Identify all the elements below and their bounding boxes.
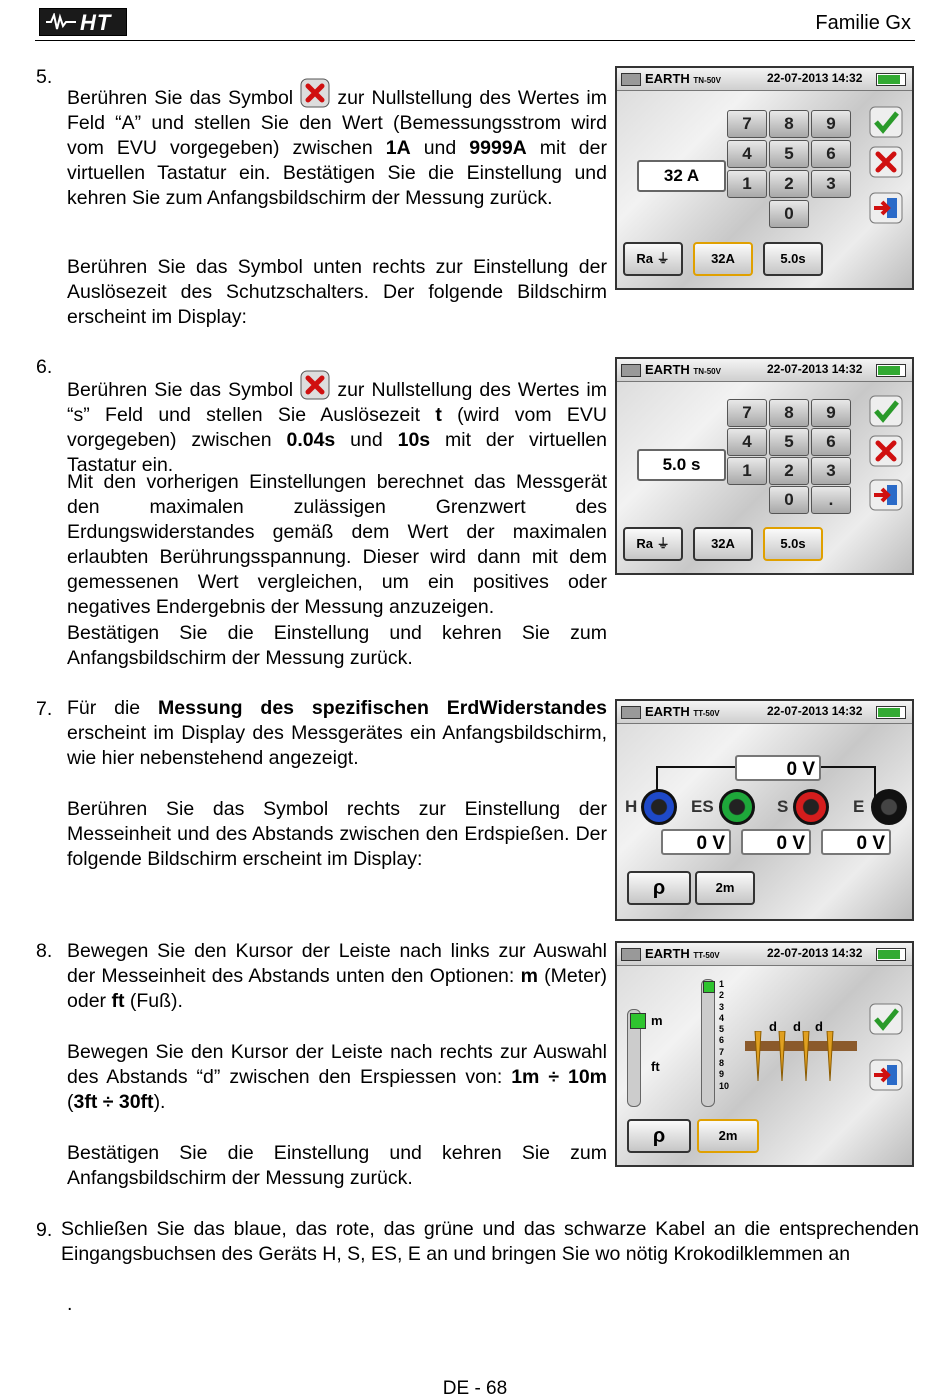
- device-screen-4: [615, 941, 914, 1167]
- text-fragment: Bewegen Sie den Kursor der Leiste nach links zur Auswahl der Messeinheit des Abstands unten den Optionen:: [67, 940, 607, 987]
- time-button[interactable]: 5.0s: [763, 527, 823, 561]
- text-bold: 9999A: [469, 137, 527, 159]
- earth-stakes-illustration: [745, 1031, 857, 1087]
- text-fragment: Für die: [67, 697, 159, 719]
- key[interactable]: 6: [811, 140, 851, 168]
- ra-label: Ra: [636, 536, 653, 551]
- scale-tick: 6: [719, 1035, 725, 1046]
- key[interactable]: 8: [769, 399, 809, 427]
- voltage-field: 0 V: [661, 829, 731, 855]
- screen-title-text: EARTH: [645, 946, 690, 961]
- key[interactable]: 1: [727, 170, 767, 198]
- step-number: 5.: [36, 66, 53, 88]
- key[interactable]: 9: [811, 399, 851, 427]
- unit-slider-handle[interactable]: [630, 1013, 646, 1029]
- screen-title-text: EARTH: [645, 362, 690, 377]
- step6-text3: Bestätigen Sie die Einstellung und kehren Sie zum Anfangsbildschirm der Messung zurück.: [67, 622, 607, 669]
- step7-text2: Berühren Sie das Symbol rechts zur Einstellung der Messeinheit und des Abstands zwischen den Erdspießen. Der folgende Bildschirm erscheint im Display:: [67, 798, 607, 870]
- scale-tick: 3: [719, 1001, 725, 1012]
- text-bold: 1A: [385, 137, 411, 159]
- jack-s-red: [793, 789, 829, 825]
- ra-label: Ra: [636, 251, 653, 266]
- earth-icon: ⏚: [656, 251, 670, 266]
- ht-logo: [39, 8, 127, 36]
- distance-button[interactable]: 2m: [697, 1119, 759, 1153]
- ra-button[interactable]: [623, 242, 683, 276]
- exit-icon[interactable]: [869, 192, 903, 224]
- step6-text1: [67, 370, 607, 478]
- d-label: d: [793, 1019, 801, 1034]
- value-field[interactable]: 5.0 s: [637, 449, 726, 481]
- confirm-check-icon[interactable]: [869, 1003, 903, 1035]
- key[interactable]: 7: [727, 399, 767, 427]
- exit-icon[interactable]: [869, 479, 903, 511]
- text-fragment: zur Nullstellung des Wertes im Feld “A” und stellen Sie den Wert (Bemessungsstrom wird vom EVU vorgegeben) zwischen: [67, 87, 607, 159]
- battery-icon: [876, 948, 906, 961]
- text-fragment: (: [67, 1091, 74, 1113]
- text-fragment: Berühren Sie das Symbol: [67, 379, 301, 401]
- screen-title-text: EARTH: [645, 71, 690, 86]
- doc-title: Familie Gx: [815, 12, 911, 34]
- text-bold: 3ft ÷ 30ft: [73, 1091, 154, 1113]
- status-bar: [617, 701, 912, 724]
- d-label: d: [769, 1019, 777, 1034]
- device-icon: [621, 706, 641, 719]
- step5-text1: [67, 78, 607, 211]
- distance-scale: [719, 979, 729, 1092]
- screen-subtitle: TT-50V: [693, 709, 720, 718]
- wiring-lines: [617, 723, 908, 843]
- jack-label: ES: [691, 797, 714, 816]
- text-fragment: zur Nullstellung des Wertes im “s” Feld und stellen Sie Auslösezeit: [67, 379, 607, 426]
- status-bar: [617, 359, 912, 382]
- device-screen-3: [615, 699, 914, 921]
- datetime: 22-07-2013 14:32: [767, 362, 863, 376]
- device-icon: [621, 948, 641, 961]
- page-number: DE - 68: [442, 1378, 508, 1399]
- key[interactable]: 2: [769, 457, 809, 485]
- jack-label: H: [625, 797, 638, 816]
- device-icon: [621, 73, 641, 86]
- jack-es-green: [719, 789, 755, 825]
- text-bold: ft: [111, 990, 125, 1012]
- text-fragment: Berühren Sie das Symbol: [67, 87, 301, 109]
- key[interactable]: 4: [727, 140, 767, 168]
- delete-icon[interactable]: [869, 435, 903, 467]
- screen-title: [645, 71, 721, 86]
- text-bold: 0.04s: [286, 429, 336, 451]
- voltage-field: 0 V: [741, 829, 811, 855]
- screen-subtitle: TN-50V: [693, 367, 721, 376]
- confirm-check-icon[interactable]: [869, 395, 903, 427]
- waveform-icon: [46, 13, 76, 31]
- text-bold: m: [520, 965, 538, 987]
- text-fragment: Bewegen Sie den Kursor der Leiste nach rechts zur Auswahl des Abstands “d” zwischen den Erspiessen von:: [67, 1041, 607, 1088]
- text-fragment: (wird vom EVU vorgegeben) zwischen: [67, 404, 607, 451]
- unit-ft-label: ft: [651, 1059, 660, 1074]
- datetime: 22-07-2013 14:32: [767, 704, 863, 718]
- delete-icon[interactable]: [869, 146, 903, 178]
- screen-title: [645, 362, 721, 377]
- jack-e-black: [871, 789, 907, 825]
- jack-label: S: [777, 797, 789, 816]
- scale-tick: 10: [719, 1080, 730, 1091]
- battery-icon: [876, 364, 906, 377]
- step7-text1: [67, 696, 607, 771]
- scale-tick: 1: [719, 979, 725, 989]
- distance-slider-track[interactable]: [701, 979, 715, 1107]
- jack-label: E: [853, 797, 865, 816]
- battery-icon: [876, 706, 906, 719]
- step6-text2: Mit den vorherigen Einstellungen berechnet das Messgerät den maximalen zulässigen Grenzwert des Erdungswiderstandes gemäß dem Wert der maximalen erlaubten Berührungsspannung. Dieser wird dann mit dem gemessenen Wert vergleichen, um ein positives oder negatives Endergebnis der Messung anzuzeigen.: [67, 471, 607, 618]
- scale-tick: 7: [719, 1046, 725, 1057]
- step-number: 7.: [36, 698, 53, 720]
- distance-slider-handle[interactable]: [703, 981, 715, 993]
- step-number: 9.: [36, 1219, 53, 1241]
- key[interactable]: 0: [769, 200, 809, 228]
- text-fragment: (Fuß).: [124, 990, 183, 1012]
- current-button[interactable]: 32A: [693, 242, 753, 276]
- text-bold: Messung des spezifischen ErdWiderstandes: [158, 697, 608, 719]
- value-field[interactable]: 32 A: [637, 160, 726, 192]
- key[interactable]: 5: [769, 140, 809, 168]
- scale-tick: 4: [719, 1012, 725, 1023]
- text-fragment: (Meter) oder: [67, 965, 607, 1012]
- key[interactable]: 3: [811, 457, 851, 485]
- text-bold: 1m ÷ 10m: [511, 1066, 607, 1088]
- jack-h-blue: [641, 789, 677, 825]
- distance-button[interactable]: 2m: [695, 871, 755, 905]
- key[interactable]: 8: [769, 110, 809, 138]
- step-number: 6.: [36, 356, 53, 378]
- key[interactable]: 4: [727, 428, 767, 456]
- key[interactable]: 3: [811, 170, 851, 198]
- text-fragment: ).: [153, 1091, 166, 1113]
- logo-text: HT: [80, 10, 112, 35]
- rho-button[interactable]: ρ: [627, 871, 691, 905]
- step5-text2: Berühren Sie das Symbol unten rechts zur Einstellung der Auslösezeit des Schutzschalters. Der folgende Bildschirm erscheint im Display:: [67, 256, 607, 328]
- device-screen-2: [615, 357, 914, 575]
- screen-title-text: EARTH: [645, 704, 690, 719]
- text-fragment: mit der virtuellen Tastatur ein. Bestätigen Sie die Einstellung und kehren Sie zum Anfangsbildschirm der Messung zurück.: [67, 137, 607, 209]
- text-bold: t: [435, 404, 442, 426]
- key[interactable]: 7: [727, 110, 767, 138]
- screen-subtitle: TN-50V: [693, 76, 721, 85]
- step9-text1: Schließen Sie das blaue, das rote, das grüne und das schwarze Kabel an die entsprechenden Eingangsbuchsen des Geräts H, S, ES, E an und bringen Sie wo nötig Krokodilklemmen an: [61, 1218, 919, 1265]
- confirm-check-icon[interactable]: [869, 106, 903, 138]
- screen-title: [645, 704, 720, 719]
- exit-icon[interactable]: [869, 1059, 903, 1091]
- earth-icon: ⏚: [656, 536, 670, 551]
- screen-title: [645, 946, 720, 961]
- scale-tick: 5: [719, 1024, 725, 1035]
- step9-text2: .: [67, 1293, 73, 1315]
- scale-tick: 8: [719, 1058, 725, 1069]
- text-fragment: erscheint im Display des Messgerätes ein Anfangsbildschirm, wie hier nebenstehend angezeigt.: [67, 722, 607, 769]
- ra-button[interactable]: [623, 527, 683, 561]
- delete-icon: [300, 370, 330, 400]
- datetime: 22-07-2013 14:32: [767, 71, 863, 85]
- screen-subtitle: TT-50V: [693, 951, 720, 960]
- scale-tick: 2: [719, 990, 725, 1001]
- step8-text1: [67, 939, 607, 1014]
- datetime: 22-07-2013 14:32: [767, 946, 863, 960]
- current-button[interactable]: 32A: [693, 527, 753, 561]
- step8-text3: Bestätigen Sie die Einstellung und kehren Sie zum Anfangsbildschirm der Messung zurück.: [67, 1142, 607, 1189]
- step8-text2: [67, 1040, 607, 1115]
- page-header: [35, 8, 915, 41]
- d-label: d: [815, 1019, 823, 1034]
- time-button[interactable]: 5.0s: [763, 242, 823, 276]
- status-bar: [617, 68, 912, 91]
- voltage-field-top: 0 V: [735, 755, 821, 781]
- key[interactable]: 1: [727, 457, 767, 485]
- scale-tick: 9: [719, 1069, 725, 1080]
- device-icon: [621, 364, 641, 377]
- key[interactable]: 9: [811, 110, 851, 138]
- unit-m-label: m: [651, 1013, 663, 1028]
- text-fragment: und: [410, 137, 470, 159]
- text-fragment: und: [335, 429, 398, 451]
- key[interactable]: 0: [769, 486, 809, 514]
- voltage-field: 0 V: [821, 829, 891, 855]
- text-bold: 10s: [397, 429, 431, 451]
- key[interactable]: 5: [769, 428, 809, 456]
- rho-button[interactable]: ρ: [627, 1119, 691, 1153]
- step-number: 8.: [36, 940, 53, 962]
- text-fragment: mit der virtuellen Tastatur ein.: [67, 429, 608, 476]
- battery-icon: [876, 73, 906, 86]
- device-screen-1: [615, 66, 914, 290]
- key[interactable]: .: [811, 486, 851, 514]
- delete-icon: [300, 78, 330, 108]
- key[interactable]: 6: [811, 428, 851, 456]
- key[interactable]: 2: [769, 170, 809, 198]
- status-bar: [617, 943, 912, 966]
